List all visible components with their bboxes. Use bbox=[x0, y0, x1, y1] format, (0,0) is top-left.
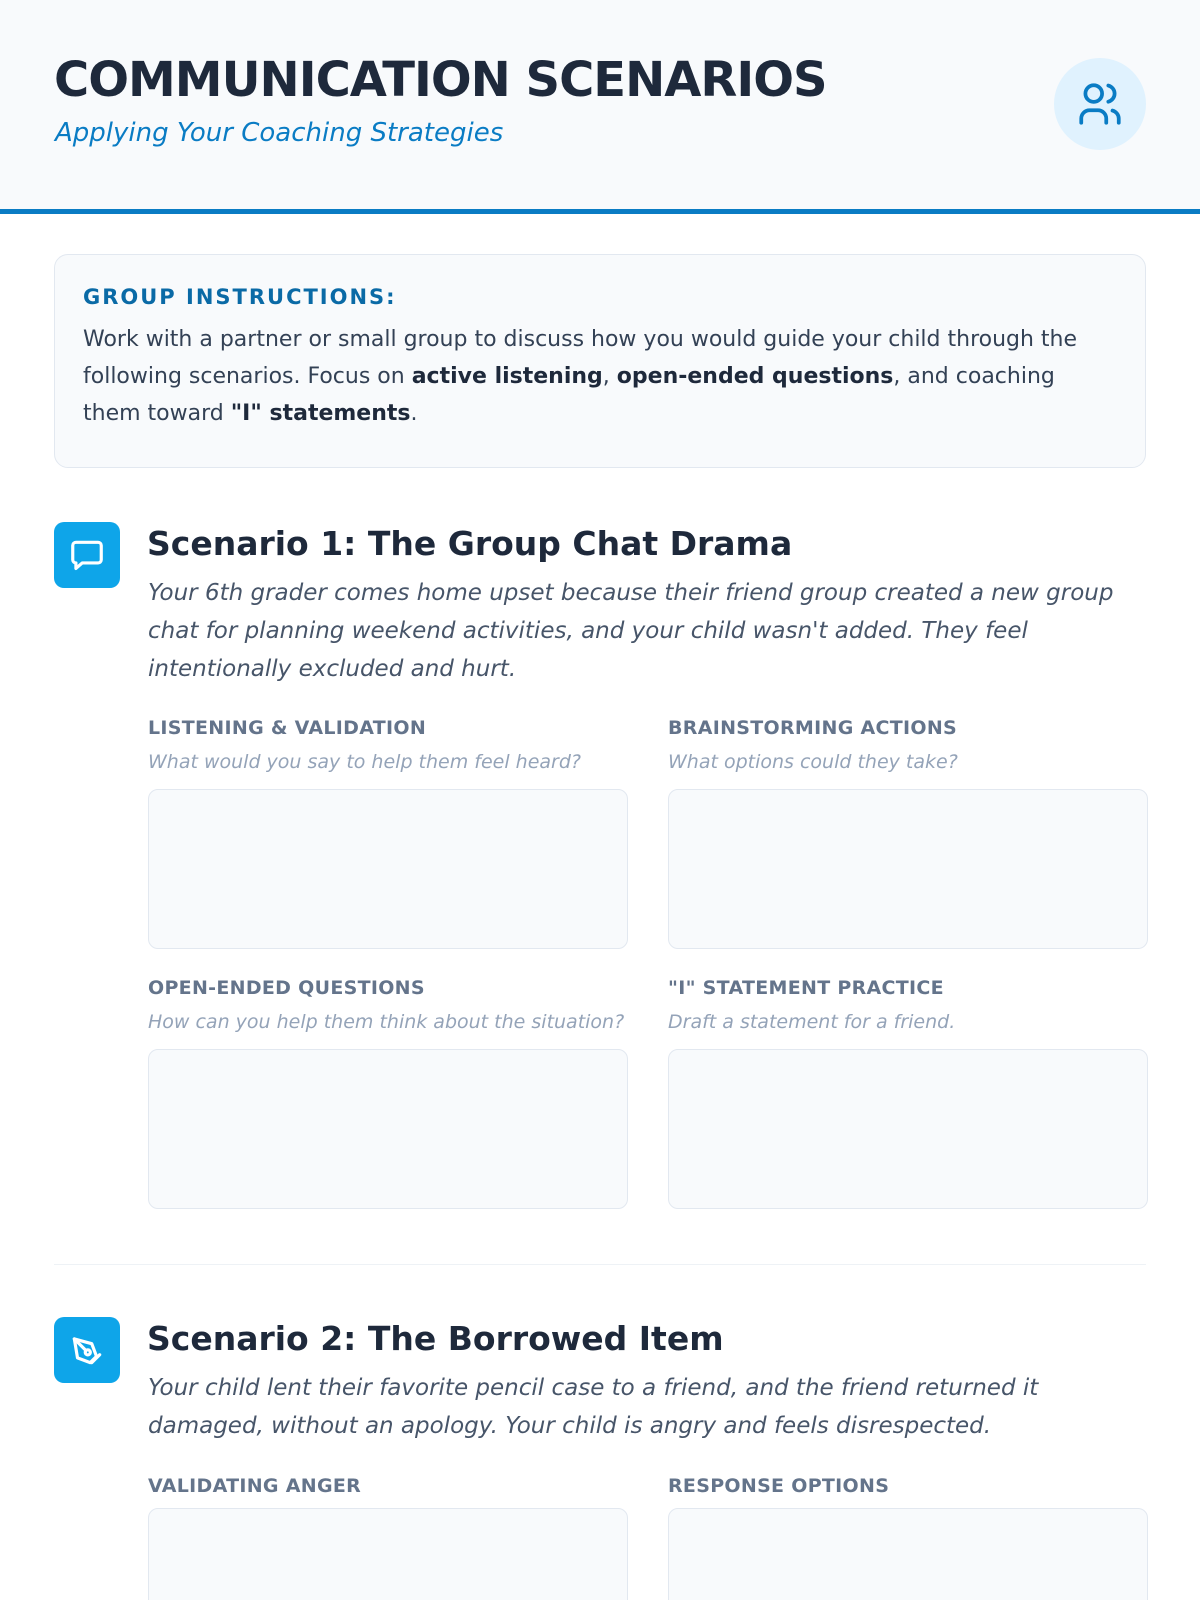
instructions-emphasis: "I" statements bbox=[230, 401, 411, 426]
scenario-1-title: Scenario 1: The Group Chat Drama bbox=[147, 524, 793, 563]
group-instructions-panel bbox=[54, 254, 1146, 468]
field-label-brainstorming: BRAINSTORMING ACTIONS bbox=[668, 717, 958, 739]
scenario-2-title: Scenario 2: The Borrowed Item bbox=[147, 1319, 724, 1358]
field-hint-open-ended: How can you help them think about the situation? bbox=[148, 1011, 625, 1033]
instructions-emphasis: active listening bbox=[411, 364, 603, 389]
users-icon bbox=[1054, 58, 1146, 150]
page-subtitle: Applying Your Coaching Strategies bbox=[55, 118, 504, 148]
chat-bubble-icon bbox=[54, 522, 120, 588]
field-label-listening: LISTENING & VALIDATION bbox=[148, 717, 427, 739]
page-title: COMMUNICATION SCENARIOS bbox=[54, 52, 827, 108]
instructions-text-part: Work with a partner or small group to discuss how you would guide your child through the following scenarios. Focus on bbox=[83, 327, 1078, 389]
instructions-text bbox=[83, 321, 1117, 432]
field-label-validating-anger: VALIDATING ANGER bbox=[148, 1475, 362, 1497]
field-hint-i-statement: Draft a statement for a friend. bbox=[668, 1011, 956, 1033]
listening-validation-input[interactable] bbox=[148, 789, 628, 949]
field-hint-brainstorming: What options could they take? bbox=[668, 751, 958, 773]
page-header bbox=[0, 0, 1200, 214]
open-ended-questions-input[interactable] bbox=[148, 1049, 628, 1209]
response-options-input[interactable] bbox=[668, 1508, 1148, 1600]
instructions-text-part: , and coaching them toward bbox=[83, 364, 1055, 426]
instructions-text-part: , bbox=[602, 364, 617, 389]
scenario-1-description: Your 6th grader comes home upset because their friend group created a new group chat for planning weekend activities, and your child wasn't added. They feel intentionally excluded and hurt. bbox=[148, 580, 1114, 682]
field-hint-listening: What would you say to help them feel heard? bbox=[148, 751, 581, 773]
brainstorming-actions-input[interactable] bbox=[668, 789, 1148, 949]
instructions-text-part: . bbox=[410, 401, 418, 426]
scenario-2-description: Your child lent their favorite pencil case to a friend, and the friend returned it damaged, without an apology. Your child is angry and feels disrespected. bbox=[148, 1375, 1039, 1439]
field-label-response-options: RESPONSE OPTIONS bbox=[668, 1475, 890, 1497]
validating-anger-input[interactable] bbox=[148, 1508, 628, 1600]
field-label-open-ended: OPEN-ENDED QUESTIONS bbox=[148, 977, 425, 999]
i-statement-practice-input[interactable] bbox=[668, 1049, 1148, 1209]
instructions-heading: GROUP INSTRUCTIONS: bbox=[83, 285, 397, 309]
section-divider bbox=[54, 1264, 1146, 1265]
pen-nib-icon bbox=[54, 1317, 120, 1383]
instructions-emphasis: open-ended questions bbox=[616, 364, 894, 389]
field-label-i-statement: "I" STATEMENT PRACTICE bbox=[668, 977, 944, 999]
